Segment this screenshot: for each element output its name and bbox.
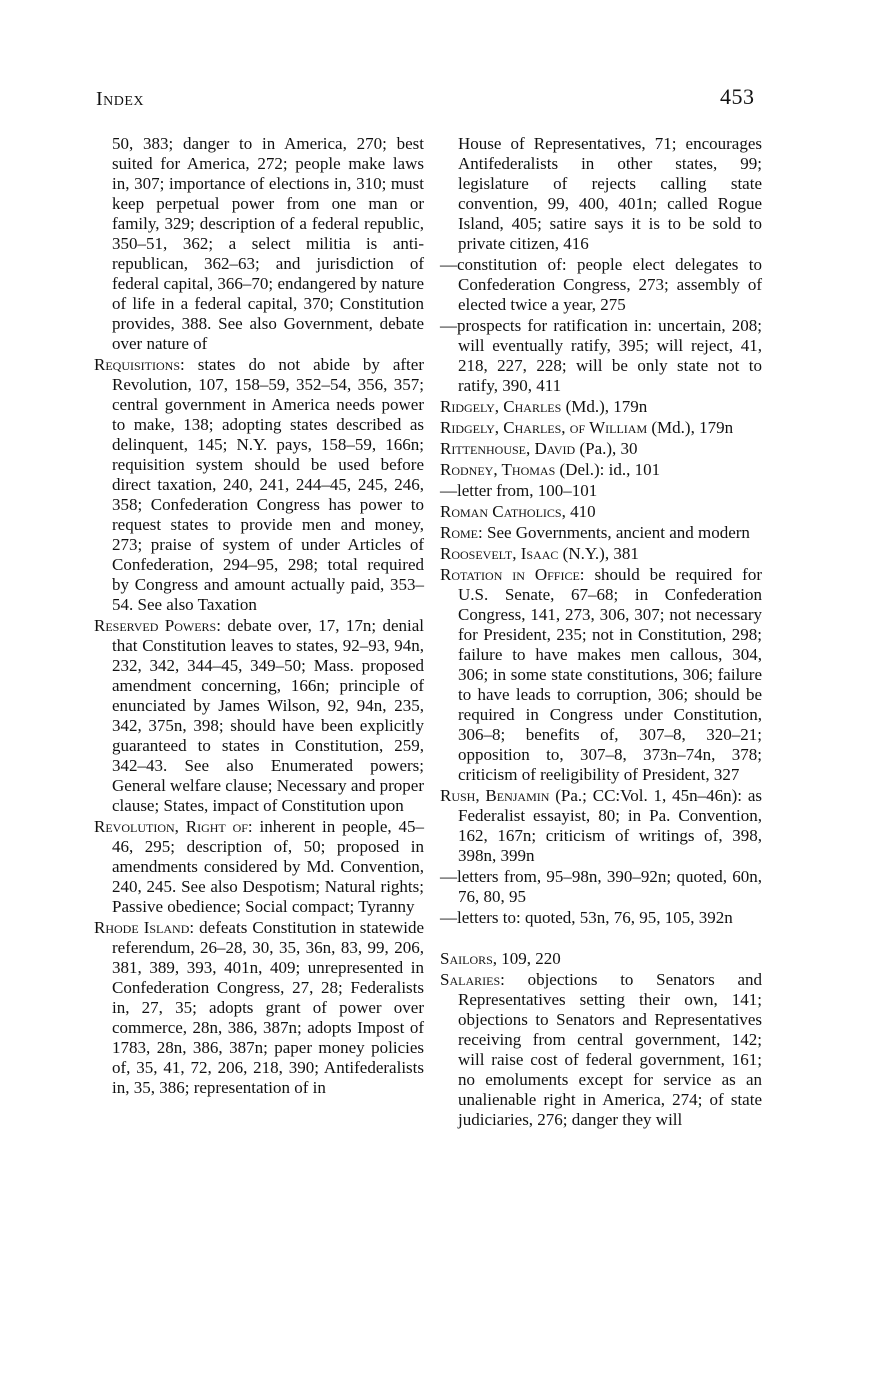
entry-heading: Requisitions: (94, 355, 185, 374)
index-entry-rome (440, 523, 762, 543)
entry-text: states do not abide by after Revolution, 107, 158–59, 352–54, 356, 357; central government in America needs power to make, 138; adopting states described as delinquent, 145; N.Y. pays, 158–59, 166n; requisition system should be used before direct taxation, 240, 241, 244–45, 245, 246, 358; Confederation Congress has power to request states to provide men and money, 273; praise of system of under Articles of Confederation, 294–95, 298; total required by Congress and amount actually paid, 353–54. See also Taxation (112, 355, 424, 614)
index-entry-rodney (440, 460, 762, 480)
index-entry-salaries (440, 970, 762, 1130)
right-column (440, 134, 762, 1131)
entry-text: (Del.): id., 101 (555, 460, 661, 479)
entry-text: 109, 220 (497, 949, 561, 968)
index-entry-roosevelt (440, 544, 762, 564)
continued-entry: House of Representatives, 71; encourages Antifederalists in other states, 99; legislature of rejects calling state convention, 99, 400, 401n; called Rogue Island, 405; satire says it is to be sold to private citizen, 416 (458, 134, 762, 253)
index-entry-ridgely-charles (440, 397, 762, 417)
entry-heading: Ridgely, Charles, of William (440, 418, 648, 437)
entry-heading: Revolution, Right of: (94, 817, 253, 836)
entry-text: (Md.), 179n (561, 397, 648, 416)
entry-heading: Rittenhouse, David (440, 439, 576, 458)
entry-heading: Rhode Island: (94, 918, 195, 937)
entry-text: (Pa.), 30 (575, 439, 638, 458)
index-entry-ridgely-charles-of-william (440, 418, 762, 438)
entry-text: defeats Constitution in statewide referendum, 26–28, 30, 35, 36n, 83, 99, 206, 381, 389, 393, 401n, 409; unrepresented in Confederation Congress, 27, 28; Federalists in, 27, 35; adopts grant of power over commerce, 28n, 386, 387n; adopts Impost of 1783, 28n, 386, 387n; paper money policies of, 35, 41, 72, 206, 218, 390; Antifederalists in, 35, 386; representation of in (112, 918, 424, 1097)
page-number: 453 (720, 84, 755, 109)
subentry-prospects-ratification: —prospects for ratification in: uncertain, 208; will eventually ratify, 395; will reject, 41, 218, 227, 228; will be only state not to ratify, 390, 411 (440, 316, 762, 395)
entry-heading: Salaries: (440, 970, 505, 989)
subentry-constitution-of: —constitution of: people elect delegates to Confederation Congress, 273; assembly of elected twice a year, 275 (440, 255, 762, 314)
subentry-letters-from: —letters from, 95–98n, 390–92n; quoted, 60n, 76, 80, 95 (440, 867, 762, 906)
continued-entry: 50, 383; danger to in America, 270; best suited for America, 272; people make laws in, 307; importance of elections in, 310; must keep perpetual power from one man or family, 329; description of a federal republic, 350–51, 362; a select militia is anti-republican, 362–63; and jurisdiction of federal capital, 366–70; endangered by nature of life in a federal capital, 370; Constitution provides, 388. See also Government, debate over nature of (112, 134, 424, 353)
entry-text: (Pa.; CC:Vol. 1, 45n–46n): as Federalist essayist, 80; in Pa. Convention, 162, 167n; criticism of writings of, 398, 398n, 399n (458, 786, 762, 865)
entry-heading: Reserved Powers: (94, 616, 221, 635)
subentry-letters-to: —letters to: quoted, 53n, 76, 95, 105, 392n (440, 908, 733, 927)
index-entry-revolution (94, 817, 424, 917)
entry-heading: Sailors, (440, 949, 498, 968)
entry-heading: Ridgely, Charles (440, 397, 562, 416)
entry-text: debate over, 17, 17n; denial that Constitution leaves to states, 92–93, 94n, 232, 342, 344–45, 349–50; Mass. proposed amendment concerning, 166n; principle of enunciated by James Wilson, 92, 94n, 235, 342, 375n, 398; should have been explicitly guaranteed to states in Constitution, 259, 342–43. See also Enumerated powers; General welfare clause; Necessary and proper clause; States, impact of Constitution upon (112, 616, 424, 815)
entry-heading: Rush, Benjamin (440, 786, 550, 805)
section-gap (440, 929, 762, 949)
index-entry-requisitions (94, 355, 424, 615)
index-entry-rotation-in-office (440, 565, 762, 785)
index-entry-sailors (440, 949, 762, 969)
index-entry-roman-catholics (440, 502, 762, 522)
subentry-letter-from: —letter from, 100–101 (440, 481, 598, 500)
index-entry-rittenhouse (440, 439, 762, 459)
entry-text: (Md.), 179n (647, 418, 734, 437)
entry-heading: Rome: (440, 523, 483, 542)
entry-heading: Roosevelt, Isaac (440, 544, 559, 563)
left-column (94, 134, 424, 1099)
entry-text: objections to Senators and Representatives setting their own, 141; objections to Senators and Representatives receiving from central government, 142; will raise cost of federal government, 161; no emoluments except for service as an unalienable right in America, 274; of state judiciaries, 276; danger they will (458, 970, 762, 1129)
entry-text: 410 (565, 502, 596, 521)
entry-heading: Rodney, Thomas (440, 460, 556, 479)
entry-heading: Roman Catholics, (440, 502, 566, 521)
entry-text: (N.Y.), 381 (558, 544, 639, 563)
index-entry-rush-benjamin (440, 786, 762, 866)
entry-text: inherent in people, 45–46, 295; description of, 50; proposed in amendments considered by Md. Convention, 240, 245. See also Despotism; Natural rights; Passive obedience; Social compact; Tyranny (112, 817, 424, 916)
entry-text: See Governments, ancient and modern (482, 523, 750, 542)
index-entry-reserved-powers (94, 616, 424, 816)
entry-text: should be required for U.S. Senate, 67–68; in Confederation Congress, 141, 273, 306, 307; not necessary for President, 235; not in Constitution, 298; failure to have makes men callous, 304, 306; in some state constitutions, 306; failure to have leads to corruption, 306; should be required in Congress under Constitution, 306–8; benefits of, 307–8, 320–21; opposition to, 307–8, 373n–74n, 378; criticism of reeligibility of President, 327 (458, 565, 762, 784)
entry-heading: Rotation in Office: (440, 565, 585, 584)
index-entry-rhode-island (94, 918, 424, 1098)
running-head-title: Index (96, 88, 145, 110)
